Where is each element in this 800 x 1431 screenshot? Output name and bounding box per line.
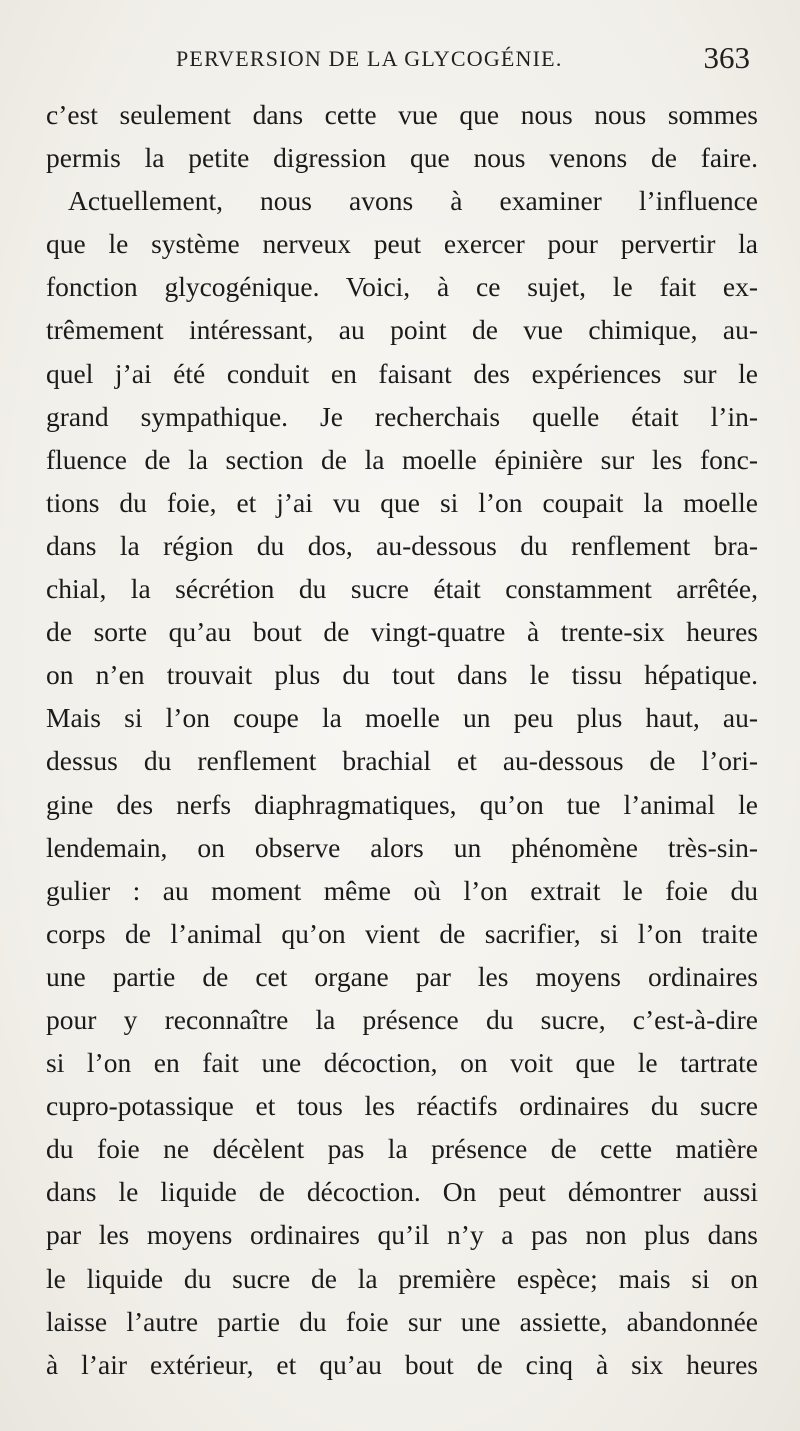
text-line: dans le liquide de décoction. On peut démontrer aussi — [46, 1176, 758, 1208]
text-line: c’est seulement dans cette vue que nous nous sommes — [46, 99, 758, 130]
running-head — [46, 40, 750, 80]
text-line: si l’on en fait une décoction, on voit que le tartrate — [46, 1047, 758, 1079]
text-line: fonction glycogénique. Voici, à ce sujet, le fait ex- — [46, 271, 758, 303]
text-line: corps de l’animal qu’on vient de sacrifier, si l’on traite — [46, 917, 758, 949]
text-line: dans la région du dos, au-dessous du renflement bra- — [46, 529, 758, 561]
text-line: de sorte qu’au bout de vingt-quatre à trente-six heures — [46, 616, 758, 648]
body-text — [46, 93, 758, 1386]
text-line: trêmement intéressant, au point de vue chimique, au- — [46, 314, 758, 346]
text-line: à l’air extérieur, et qu’au bout de cinq à six heures — [46, 1348, 758, 1380]
paragraph-first-line: Actuellement, nous avons à examiner l’influence — [68, 185, 758, 217]
text-line: permis la petite digression que nous venons de faire. — [46, 142, 758, 174]
text-line: du foie ne décèlent pas la présence de cette matière — [46, 1133, 758, 1165]
text-line: gulier : au moment même où l’on extrait le foie du — [46, 874, 758, 906]
text-line: une partie de cet organe par les moyens ordinaires — [46, 960, 758, 992]
text-line: laisse l’autre partie du foie sur une assiette, abandonnée — [46, 1305, 758, 1337]
text-line: tions du foie, et j’ai vu que si l’on coupait la moelle — [46, 486, 758, 518]
text-line: gine des nerfs diaphragmatiques, qu’on tue l’animal le — [46, 788, 758, 820]
text-line: fluence de la section de la moelle épinière sur les fonc- — [46, 443, 758, 475]
running-title: PERVERSION DE LA GLYCOGÉNIE. — [176, 46, 563, 71]
text-line: que le système nerveux peut exercer pour pervertir la — [46, 228, 758, 260]
page-number: 363 — [703, 40, 750, 75]
text-line: pour y reconnaître la présence du sucre, c’est-à-dire — [46, 1003, 758, 1035]
text-line: Mais si l’on coupe la moelle un peu plus haut, au- — [46, 702, 758, 734]
text-line: on n’en trouvait plus du tout dans le tissu hépatique. — [46, 659, 758, 691]
text-line: chial, la sécrétion du sucre était constamment arrêtée, — [46, 573, 758, 605]
text-line: dessus du renflement brachial et au-dessous de l’ori- — [46, 745, 758, 777]
text-line: lendemain, on observe alors un phénomène très-sin- — [46, 831, 758, 863]
text-line: cupro-potassique et tous les réactifs ordinaires du sucre — [46, 1090, 758, 1122]
text-line: grand sympathique. Je recherchais quelle était l’in- — [46, 400, 758, 432]
text-line: quel j’ai été conduit en faisant des expériences sur le — [46, 357, 758, 389]
text-line: par les moyens ordinaires qu’il n’y a pas non plus dans — [46, 1219, 758, 1251]
text-line: le liquide du sucre de la première espèce; mais si on — [46, 1262, 758, 1294]
